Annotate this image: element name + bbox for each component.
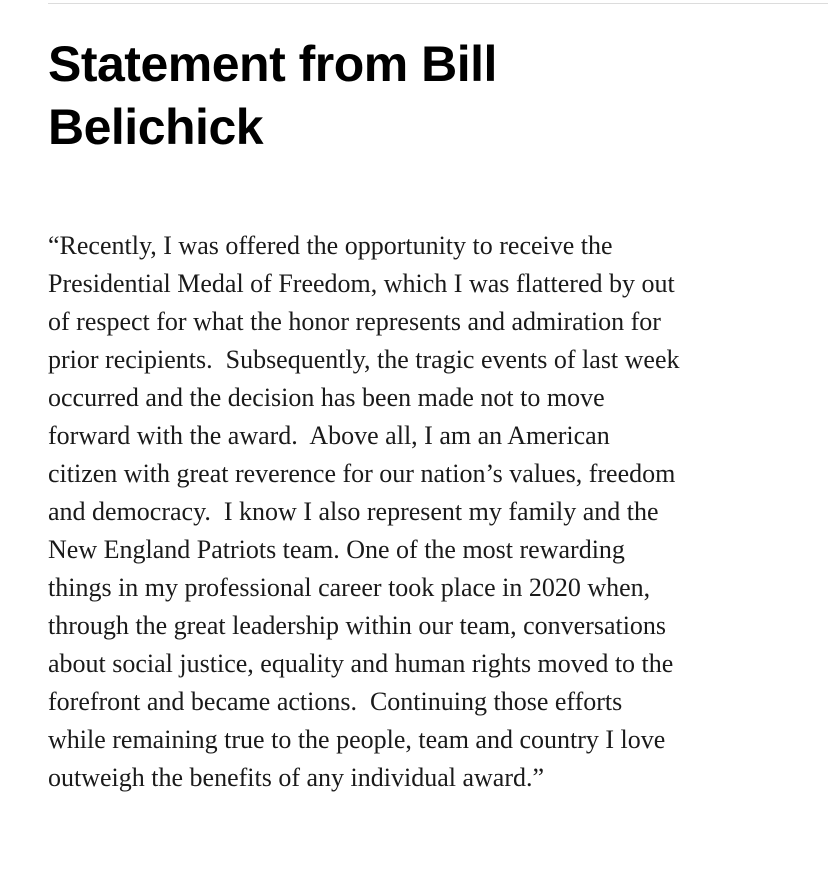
page-title	[48, 33, 788, 159]
statement-line: “Recently, I was offered the opportunity to receive the	[48, 231, 613, 260]
top-divider	[48, 3, 828, 4]
statement-line: Presidential Medal of Freedom, which I was flattered by out	[48, 269, 675, 298]
statement-line: about social justice, equality and human rights moved to the	[48, 649, 674, 678]
statement-line: outweigh the benefits of any individual award.”	[48, 763, 545, 792]
statement-line: forefront and became actions. Continuing those efforts	[48, 687, 623, 716]
statement-line: occurred and the decision has been made not to move	[48, 383, 605, 412]
statement-line: while remaining true to the people, team and country I love	[48, 725, 666, 754]
statement-line: through the great leadership within our team, conversations	[48, 611, 667, 640]
statement-line: prior recipients. Subsequently, the tragic events of last week	[48, 345, 680, 374]
statement-line: and democracy. I know I also represent my family and the	[48, 497, 659, 526]
title-line: Belichick	[48, 99, 264, 155]
statement-line: things in my professional career took place in 2020 when,	[48, 573, 651, 602]
title-line: Statement from Bill	[48, 36, 497, 92]
statement-line: of respect for what the honor represents and admiration for	[48, 307, 661, 336]
statement-line: forward with the award. Above all, I am an American	[48, 421, 610, 450]
statement-line: citizen with great reverence for our nation’s values, freedom	[48, 459, 676, 488]
statement-line: New England Patriots team. One of the most rewarding	[48, 535, 625, 564]
statement-body	[48, 227, 818, 797]
